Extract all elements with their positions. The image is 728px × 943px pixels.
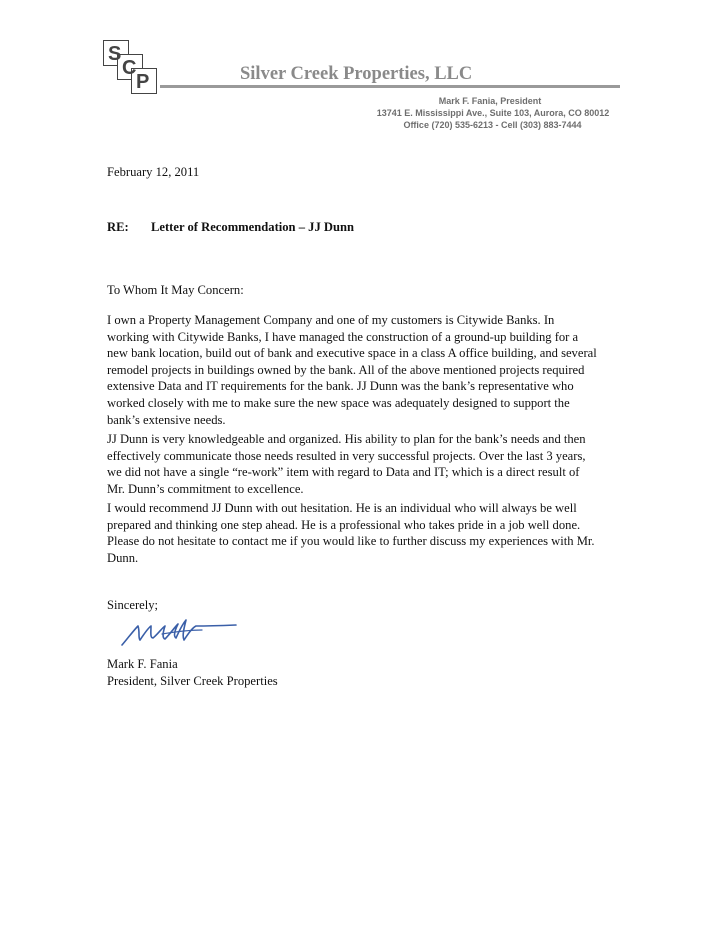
paragraph-line: extensive Data and IT requirements for the bank. JJ Dunn was the bank’s representative who xyxy=(107,379,574,394)
paragraph-line: prepared and thinking one step ahead. He is a professional who takes pride in a job well done. xyxy=(107,517,581,532)
paragraph-line: new bank location, build out of bank and executive space in a class A office building, and several xyxy=(107,346,597,361)
paragraph-line: Dunn. xyxy=(107,550,139,565)
closing: Sincerely; xyxy=(107,598,159,612)
company-name: Silver Creek Properties, LLC xyxy=(240,64,473,84)
paragraph-line: bank’s extensive needs. xyxy=(107,412,226,427)
paragraph-line: remodel projects in buildings owned by the bank. All of the above mentioned projects required xyxy=(107,362,585,377)
paragraph-line: Please do not hesitate to contact me if you would like to further discuss my experiences with Mr. xyxy=(107,534,595,549)
paragraph-line: I would recommend JJ Dunn with out hesitation. He is an individual who will always be well xyxy=(107,501,577,515)
paragraph-line: JJ Dunn is very knowledgeable and organized. His ability to plan for the bank’s needs and then xyxy=(107,432,586,446)
paragraph-line: Mr. Dunn’s commitment to excellence. xyxy=(107,481,304,496)
paragraph-1 xyxy=(107,312,627,428)
logo-letter-c: C xyxy=(122,57,137,79)
logo-letter-p: P xyxy=(136,71,150,93)
salutation: To Whom It May Concern: xyxy=(107,283,244,297)
paragraph-line: worked closely with me to make sure the new space was adequately designed to support the xyxy=(107,395,570,410)
signature-image xyxy=(118,612,238,652)
phone-line: Office (720) 535-6213 - Cell (303) 883-7444 xyxy=(403,120,582,130)
signer-name: Mark F. Fania xyxy=(107,657,178,671)
paragraph-3 xyxy=(107,500,627,566)
letter-date: February 12, 2011 xyxy=(107,165,200,179)
president-line: Mark F. Fania, President xyxy=(438,96,542,106)
header-rule xyxy=(160,85,620,88)
company-logo xyxy=(103,40,161,96)
re-subject: Letter of Recommendation – JJ Dunn xyxy=(151,220,355,234)
paragraph-line: I own a Property Management Company and one of my customers is Citywide Banks. In xyxy=(107,313,555,327)
logo-letter-s: S xyxy=(108,43,122,65)
paragraph-line: effectively communicate those needs resulted in very successful projects. Over the last 3 years, xyxy=(107,448,586,463)
address-line: 13741 E. Mississippi Ave., Suite 103, Aurora, CO 80012 xyxy=(376,108,610,118)
signer-title: President, Silver Creek Properties xyxy=(107,674,278,688)
re-label: RE: xyxy=(107,220,129,234)
paragraph-2 xyxy=(107,431,627,497)
paragraph-line: we did not have a single “re-work” item with regard to Data and IT; which is a direct result of xyxy=(107,465,580,480)
re-line xyxy=(107,220,354,235)
paragraph-line: working with Citywide Banks, I have managed the construction of a ground-up building for a xyxy=(107,329,579,344)
